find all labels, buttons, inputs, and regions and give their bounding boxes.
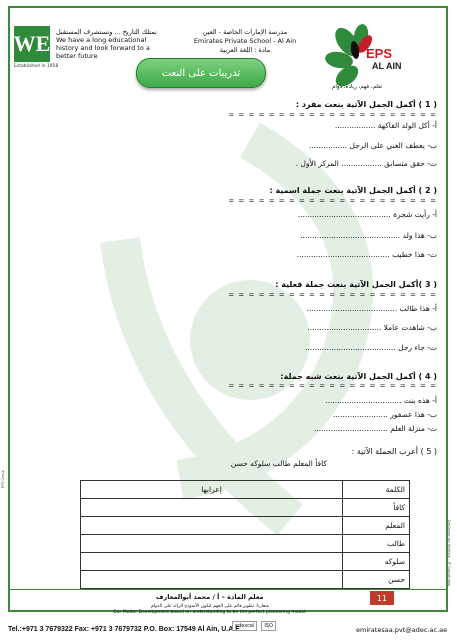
school-name-english: Emirates Private School - Al Ain bbox=[193, 37, 297, 45]
question-3-heading: ( 3 )أكمل الجمل الآتية بنعت جملة فعلية : bbox=[275, 280, 437, 289]
iso-logo: ISO bbox=[261, 621, 276, 631]
motto-english: We have a long educational history and look forward to a better future bbox=[56, 36, 150, 60]
separator: = = = = = = = = = = = = = = = = = = = = = bbox=[228, 111, 437, 119]
question-1-item-b: ب- يعطف الغني على الرجل ................ bbox=[309, 141, 437, 150]
parse-answer-cell[interactable] bbox=[81, 571, 343, 589]
table-word: طالب bbox=[343, 535, 410, 553]
table-word: المعلم bbox=[343, 517, 410, 535]
table-row bbox=[81, 553, 410, 571]
question-4-item-a: أ- هذه بنت ................................ bbox=[325, 396, 437, 405]
table-row bbox=[81, 571, 410, 589]
question-4-heading: ( 4 ) أكمل الجمل الآتية بنعت شبه جملة: bbox=[280, 372, 437, 381]
question-2-item-a: أ- رأيت شجرة ....................................... bbox=[297, 210, 437, 219]
question-3-item-c: ت- جاء رجل ...................................... bbox=[305, 343, 437, 352]
footer-divider bbox=[8, 589, 448, 590]
subject-label: مادة : اللغة العربية bbox=[219, 46, 271, 54]
worksheet-title: تدريبات على النعت bbox=[136, 58, 266, 88]
table-word: كافأ bbox=[343, 499, 410, 517]
footer-motto-arabic: شعارنا: تطوير قائم على الفهم لتكون الأنموذج الرائد على الدوام bbox=[151, 604, 269, 609]
partner-logos bbox=[232, 617, 352, 635]
separator: = = = = = = = = = = = = = = = = = = = = = bbox=[228, 382, 437, 390]
question-2-item-c: ت- هذا خطيب ....................................... bbox=[296, 250, 437, 259]
school-name-arabic: مدرسة الإمارات الخاصة - العين bbox=[202, 28, 288, 36]
question-3-item-a: أ- هذا طالب ...................................... bbox=[306, 304, 437, 313]
table-row bbox=[81, 499, 410, 517]
column-header-parse: إعرابها bbox=[81, 481, 343, 499]
parse-answer-cell[interactable] bbox=[81, 517, 343, 535]
table-word: حسن bbox=[343, 571, 410, 589]
table-word: سلوكه bbox=[343, 553, 410, 571]
parse-answer-cell[interactable] bbox=[81, 553, 343, 571]
question-5-heading: ( 5 ) أعرب الجملة الآتية : bbox=[351, 447, 437, 456]
question-5-sentence: كافأ المعلم طالب سلوكه حسن bbox=[230, 459, 327, 468]
eps-city: AL AIN bbox=[372, 61, 402, 71]
question-4-item-b: ب- هذا عصفور ....................... bbox=[333, 410, 437, 419]
eps-tagline: تعلم، فهم، ريادة، دوام bbox=[332, 84, 383, 90]
edexcel-logo: edexcel bbox=[232, 621, 257, 631]
question-3-item-b: ب- شاهدت عاملا ............................... bbox=[307, 323, 437, 332]
column-header-word: الكلمة bbox=[343, 481, 410, 499]
side-credit-left: EPS Group bbox=[1, 470, 5, 489]
teacher-name: معلم المادة – أ / محمد أبوالمعارف bbox=[156, 593, 264, 601]
footer-motto-english: Our Motto: Development based on understanding to be the perfect pioneering model. bbox=[113, 610, 307, 615]
table-row bbox=[81, 517, 410, 535]
established-label: Established in 1958 bbox=[14, 64, 59, 69]
table-header-row bbox=[81, 481, 410, 499]
footer-motto bbox=[60, 604, 360, 616]
email-link[interactable]: emiratesaa.pvt@adec.ac.ae bbox=[356, 626, 448, 634]
table-row bbox=[81, 535, 410, 553]
school-motto bbox=[56, 28, 166, 60]
parse-answer-cell[interactable] bbox=[81, 499, 343, 517]
question-1-heading: ( 1 ) أكمل الجمل الآتية بنعت مفرد : bbox=[295, 100, 437, 109]
eps-wordmark: EPS bbox=[366, 46, 393, 61]
question-1-item-a: أ- أكل الولد الفاكهة ................. bbox=[334, 121, 437, 130]
parsing-table bbox=[80, 480, 410, 589]
separator: = = = = = = = = = = = = = = = = = = = = = bbox=[228, 197, 437, 205]
motto-arabic: نمتلك التاريخ ... ونستشرف المستقبل bbox=[56, 28, 157, 36]
question-1-item-c: ت- حقق متسابق ................. المركز الأول . bbox=[295, 159, 437, 168]
parse-answer-cell[interactable] bbox=[81, 535, 343, 553]
question-2-item-b: ب- هذا ولد .......................................... bbox=[300, 231, 437, 240]
we-logo: WE bbox=[14, 26, 50, 62]
question-4-item-c: ت- منزلة العلم ............................... bbox=[313, 424, 437, 433]
contact-info: Tel.:+971 3 7679322 Fax: +971 3 7679732 P.O. Box: 17549 Al Ain, U.A.E. bbox=[8, 626, 242, 633]
page-number: 11 bbox=[370, 591, 394, 605]
question-2-heading: ( 2 ) أكمل الجمل الآتية بنعت جملة اسمية : bbox=[269, 186, 437, 195]
school-name-block bbox=[190, 28, 300, 55]
separator: = = = = = = = = = = = = = = = = = = = = = bbox=[228, 291, 437, 299]
side-credit-right: Designed by: Shelly.dj - IT Coordinator bbox=[447, 520, 451, 587]
